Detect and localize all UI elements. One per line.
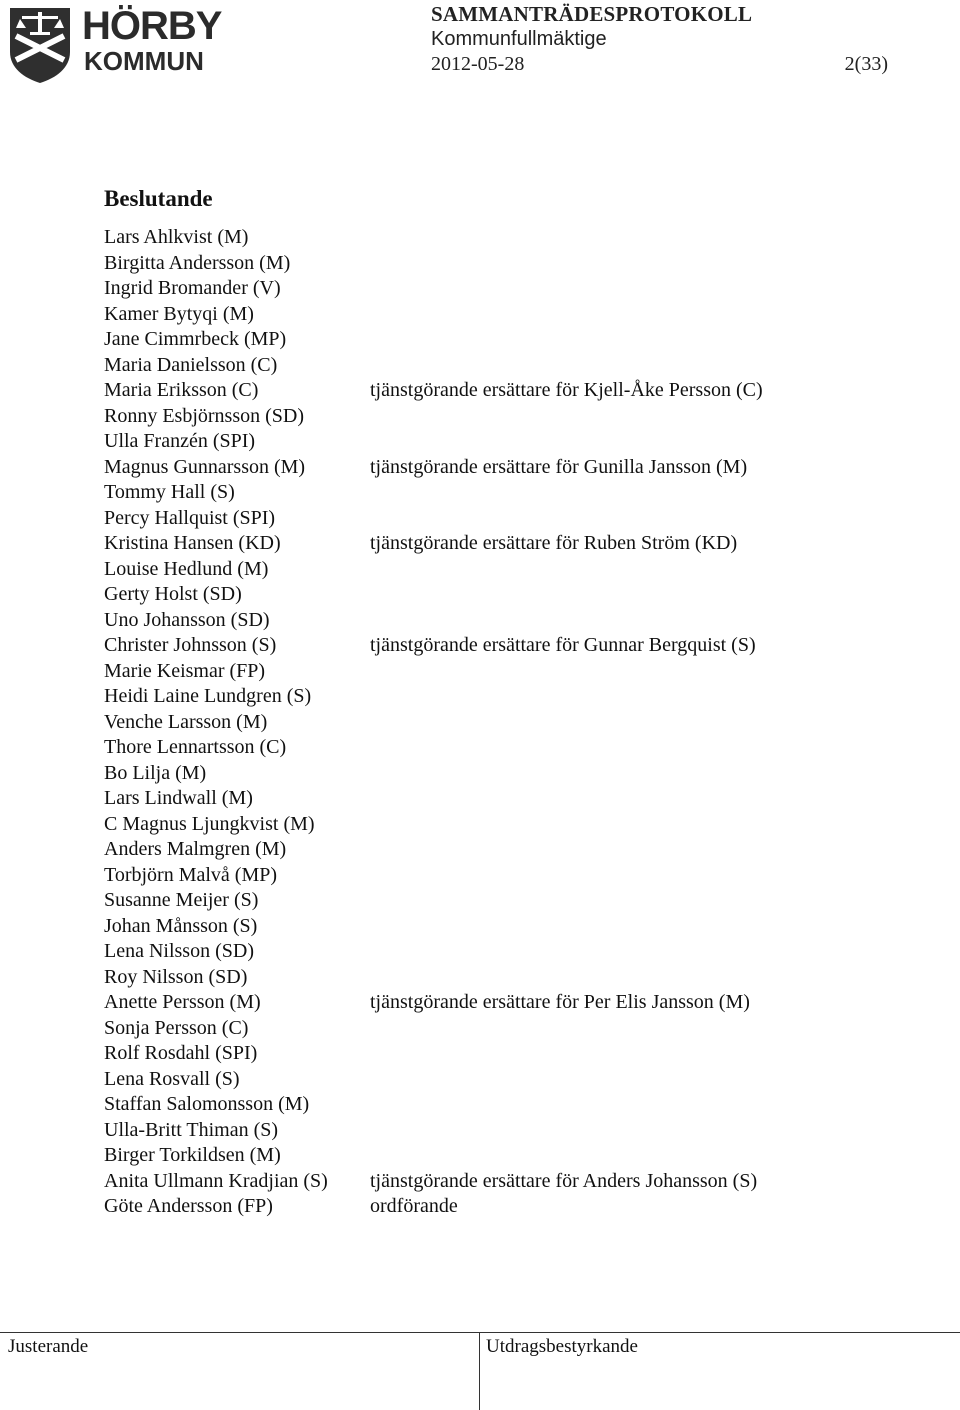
attendee-name: Heidi Laine Lundgren (S) (104, 685, 312, 707)
attendee-name: Thore Lennartsson (C) (104, 736, 287, 758)
attendee-name: Susanne Meijer (S) (104, 889, 259, 911)
attendee-row (104, 1016, 924, 1042)
attendee-name: Lars Lindwall (M) (104, 787, 253, 809)
attendee-name: Ulla Franzén (SPI) (104, 430, 256, 452)
attendee-name: Kristina Hansen (KD) (104, 532, 281, 554)
attendee-row (104, 251, 924, 277)
attendee-note: tjänstgörande ersättare för Kjell-Åke Persson (C) (370, 379, 763, 401)
attendee-name: Kamer Bytyqi (M) (104, 302, 254, 325)
document-type: SAMMANTRÄDESPROTOKOLL (431, 2, 753, 26)
attendee-name: Venche Larsson (M) (104, 710, 268, 733)
attendee-name: Sonja Persson (C) (104, 1016, 249, 1039)
attendee-row (104, 429, 924, 455)
attendee-note: tjänstgörande ersättare för Gunilla Jansson (M) (370, 455, 748, 478)
attendee-row (104, 1092, 924, 1118)
attendee-row (104, 837, 924, 863)
attendee-row (104, 863, 924, 889)
attendee-name: Anette Persson (M) (104, 991, 261, 1013)
attendee-row (104, 761, 924, 787)
attendee-name: Rolf Rosdahl (SPI) (104, 1042, 258, 1064)
attendee-name: Anders Malmgren (M) (104, 838, 287, 860)
attendee-name: Percy Hallquist (SPI) (104, 506, 276, 529)
attendee-row (104, 939, 924, 965)
attendee-name: Marie Keismar (FP) (104, 659, 266, 682)
attendee-list (104, 225, 924, 1220)
attendee-row (104, 710, 924, 736)
attendee-row (104, 582, 924, 608)
attendee-row (104, 888, 924, 914)
attendee-row (104, 378, 924, 404)
attendee-row (104, 353, 924, 379)
attendee-row (104, 1194, 924, 1220)
attendee-row (104, 276, 924, 302)
meeting-date: 2012-05-28 (431, 53, 525, 75)
logo-wordmark-kommun: KOMMUN (84, 46, 204, 76)
attendee-row (104, 1169, 924, 1195)
attendee-name: Lars Ahlkvist (M) (104, 226, 249, 248)
attendee-row (104, 225, 924, 251)
attendee-row (104, 735, 924, 761)
footer-justerande-label: Justerande (8, 1336, 89, 1357)
footer-column-divider (479, 1332, 480, 1410)
attendee-name: Ingrid Bromander (V) (104, 277, 281, 299)
attendee-name: Gerty Holst (SD) (104, 583, 242, 605)
municipality-logo (8, 4, 222, 84)
attendee-name: Ronny Esbjörnsson (SD) (104, 404, 305, 427)
attendee-name: Lena Nilsson (SD) (104, 940, 254, 962)
attendee-row (104, 633, 924, 659)
section-heading: Beslutande (104, 186, 213, 211)
attendee-name: Louise Hedlund (M) (104, 557, 269, 580)
attendee-name: Göte Andersson (FP) (104, 1195, 273, 1217)
attendee-row (104, 786, 924, 812)
footer-rule (0, 1332, 960, 1333)
attendee-name: Birger Torkildsen (M) (104, 1144, 281, 1166)
attendee-name: Maria Danielsson (C) (104, 353, 278, 376)
attendee-name: Lena Rosvall (S) (104, 1067, 240, 1090)
attendee-row (104, 327, 924, 353)
attendee-name: Anita Ullmann Kradjian (S) (104, 1169, 328, 1192)
attendee-note: ordförande (370, 1195, 458, 1217)
attendee-name: Maria Eriksson (C) (104, 379, 259, 401)
committee-name: Kommunfullmäktige (431, 28, 607, 50)
attendee-name: Roy Nilsson (SD) (104, 965, 248, 988)
attendee-row (104, 302, 924, 328)
attendee-row (104, 404, 924, 430)
attendee-row (104, 659, 924, 685)
attendee-row (104, 1118, 924, 1144)
attendee-row (104, 455, 924, 481)
attendee-name: C Magnus Ljungkvist (M) (104, 812, 315, 835)
attendee-row (104, 1143, 924, 1169)
attendee-row (104, 608, 924, 634)
attendee-name: Uno Johansson (SD) (104, 608, 270, 631)
attendee-row (104, 1067, 924, 1093)
logo-wordmark-horby: HÖRBY (82, 4, 222, 48)
attendee-row (104, 990, 924, 1016)
attendee-name: Bo Lilja (M) (104, 761, 207, 784)
page-number: 2(33) (844, 53, 888, 75)
attendee-row (104, 1041, 924, 1067)
attendee-row (104, 531, 924, 557)
attendee-name: Staffan Salomonsson (M) (104, 1093, 310, 1115)
footer-utdragsbestyrkande-label: Utdragsbestyrkande (486, 1336, 638, 1357)
attendee-note: tjänstgörande ersättare för Gunnar Bergquist (S) (370, 634, 756, 656)
coat-of-arms-icon (8, 6, 72, 84)
attendee-row (104, 684, 924, 710)
attendee-row (104, 506, 924, 532)
attendee-row (104, 557, 924, 583)
attendee-name: Torbjörn Malvå (MP) (104, 863, 278, 886)
attendee-note: tjänstgörande ersättare för Anders Johansson (S) (370, 1169, 758, 1192)
attendee-name: Ulla-Britt Thiman (S) (104, 1118, 279, 1141)
attendee-name: Magnus Gunnarsson (M) (104, 455, 306, 478)
attendee-name: Jane Cimmrbeck (MP) (104, 328, 287, 350)
attendee-row (104, 914, 924, 940)
attendee-note: tjänstgörande ersättare för Per Elis Jansson (M) (370, 991, 750, 1013)
attendee-name: Tommy Hall (S) (104, 481, 235, 503)
attendee-row (104, 812, 924, 838)
attendee-note: tjänstgörande ersättare för Ruben Ström (KD) (370, 532, 738, 554)
attendee-row (104, 480, 924, 506)
attendee-name: Johan Månsson (S) (104, 914, 258, 937)
attendee-name: Christer Johnsson (S) (104, 634, 277, 656)
attendee-row (104, 965, 924, 991)
attendee-name: Birgitta Andersson (M) (104, 251, 291, 274)
